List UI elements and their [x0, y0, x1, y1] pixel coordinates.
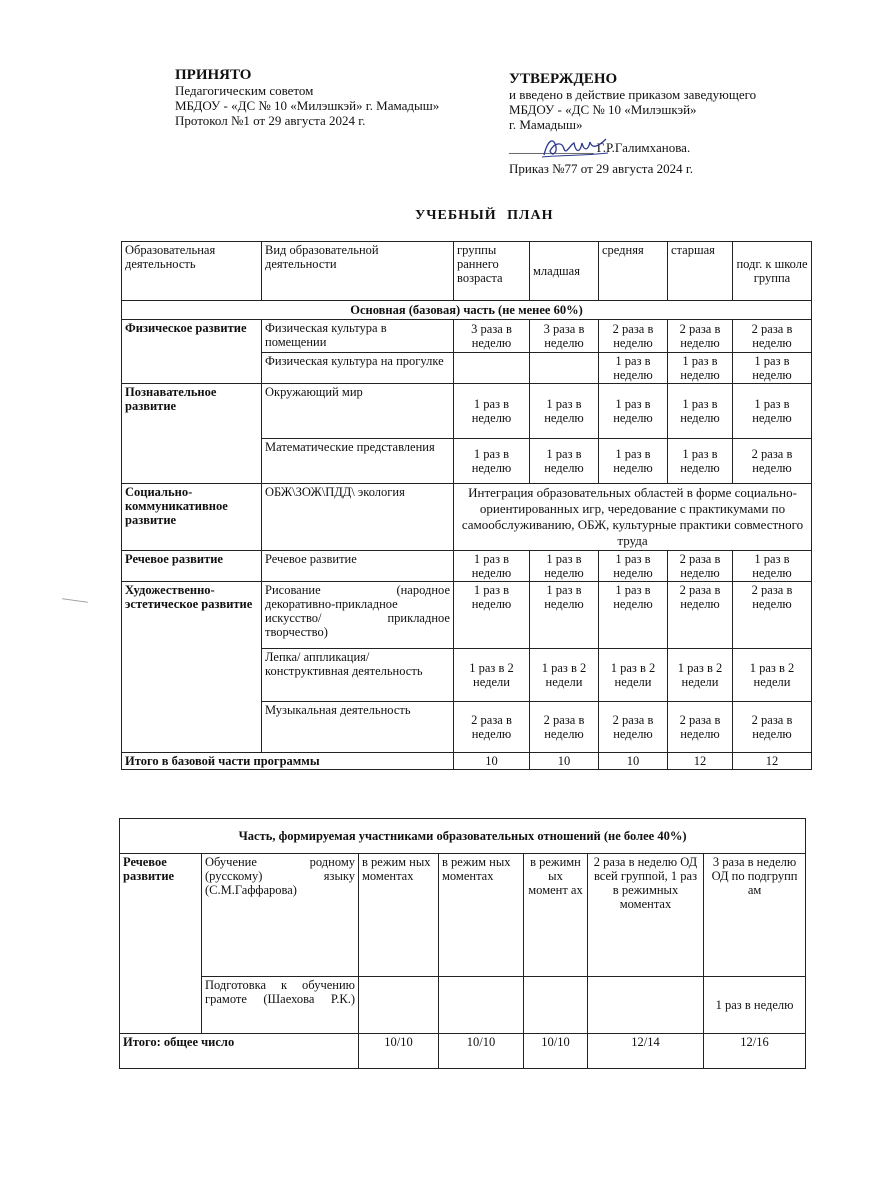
value-cell: 2 раза в неделю [733, 702, 812, 753]
scan-mark [62, 598, 88, 603]
header-cell: группы раннего возраста [454, 242, 530, 301]
value-cell: 1 раз в неделю [704, 977, 806, 1034]
value-cell: 2 раза в неделю [668, 702, 733, 753]
total-label: Итого в базовой части программы [122, 753, 454, 770]
value-cell [439, 977, 524, 1034]
total-value: 10/10 [439, 1034, 524, 1069]
value-cell: 1 раз в неделю [530, 439, 599, 484]
value-cell: 1 раз в неделю [733, 551, 812, 582]
value-cell: 1 раз в 2 недели [454, 649, 530, 702]
total-value: 10 [530, 753, 599, 770]
header-cell: Вид образовательной деятельности [262, 242, 454, 301]
value-cell: 1 раз в неделю [668, 439, 733, 484]
total-value: 12/16 [704, 1034, 806, 1069]
accepted-line2: МБДОУ - «ДС № 10 «Милэшкэй» г. Мамадыш» [175, 98, 440, 113]
total-value: 12 [733, 753, 812, 770]
value-cell: 1 раз в неделю [454, 551, 530, 582]
value-cell: 2 раза в неделю [733, 582, 812, 649]
value-cell: 1 раз в 2 недели [668, 649, 733, 702]
total-row [122, 753, 812, 770]
area-cell: Художественно-эстетическое развитие [122, 582, 262, 753]
variable-plan-table [119, 818, 806, 1069]
value-cell [588, 977, 704, 1034]
value-cell: 1 раз в неделю [454, 384, 530, 439]
area-cell: Социально-коммуникативное развитие [122, 484, 262, 551]
accepted-line1: Педагогическим советом [175, 83, 314, 98]
value-cell [530, 353, 599, 384]
value-cell: 2 раза в неделю [733, 439, 812, 484]
value-cell: в режимн ых момент ах [524, 854, 588, 977]
header-cell: подг. к школе группа [733, 242, 812, 301]
table-row [122, 551, 812, 582]
total-value: 10 [599, 753, 668, 770]
section-title: Часть, формируемая участниками образовательных отношений (не более 40%) [120, 819, 806, 854]
accepted-title: ПРИНЯТО [175, 67, 252, 83]
activity-cell: Подготовка к обучению грамоте (Шаехова Р.К.) [202, 977, 359, 1034]
activity-cell: Лепка/ аппликация/конструктивная деятельность [262, 649, 454, 702]
table-row [122, 320, 812, 353]
value-cell: 1 раз в неделю [454, 439, 530, 484]
value-cell: 2 раза в неделю [454, 702, 530, 753]
activity-cell: Физическая культура в помещении [262, 320, 454, 353]
value-cell: 1 раз в 2 недели [733, 649, 812, 702]
value-cell: 2 раза в неделю [668, 582, 733, 649]
header-cell: младшая [530, 242, 599, 301]
value-cell: 3 раза в неделю [454, 320, 530, 353]
signature-line: _____________ Г.Р.Галимханова. [509, 140, 691, 155]
value-cell: 1 раз в неделю [733, 384, 812, 439]
total-value: 10/10 [524, 1034, 588, 1069]
activity-cell: Рисование (народное декоративно-прикладное искусство/ прикладное творчество) [262, 582, 454, 649]
value-cell: 2 раза в неделю [599, 320, 668, 353]
base-plan-table [121, 241, 812, 770]
total-value: 10 [454, 753, 530, 770]
total-value: 12 [668, 753, 733, 770]
section-title: Основная (базовая) часть (не менее 60%) [122, 301, 812, 320]
approved-order: Приказ №77 от 29 августа 2024 г. [509, 161, 694, 176]
value-cell: 1 раз в неделю [668, 353, 733, 384]
value-cell: 3 раза в неделю [530, 320, 599, 353]
value-cell: 1 раз в неделю [599, 551, 668, 582]
table-header-row [122, 242, 812, 301]
area-cell: Физическое развитие [122, 320, 262, 384]
value-cell: 1 раз в 2 недели [599, 649, 668, 702]
value-cell: 1 раз в неделю [599, 353, 668, 384]
table-row [122, 582, 812, 649]
total-row [120, 1034, 806, 1069]
value-cell: 2 раза в неделю [733, 320, 812, 353]
activity-cell: Физическая культура на прогулке [262, 353, 454, 384]
value-cell: 1 раз в неделю [599, 384, 668, 439]
total-value: 12/14 [588, 1034, 704, 1069]
accepted-block [175, 68, 439, 128]
area-cell: Речевое развитие [120, 854, 202, 1034]
value-cell: в режим ных моментах [359, 854, 439, 977]
total-label: Итого: общее число [120, 1034, 359, 1069]
activity-cell: Музыкальная деятельность [262, 702, 454, 753]
value-cell: 1 раз в неделю [733, 353, 812, 384]
value-cell: 2 раза в неделю [530, 702, 599, 753]
value-cell: 1 раз в неделю [599, 582, 668, 649]
activity-cell: Обучение родному (русскому) языку (С.М.Гаффарова) [202, 854, 359, 977]
activity-cell: Математические представления [262, 439, 454, 484]
approved-line3: г. Мамадыш» [509, 117, 583, 132]
value-cell: 2 раза в неделю [668, 320, 733, 353]
area-cell: Речевое развитие [122, 551, 262, 582]
value-cell: в режим ных моментах [439, 854, 524, 977]
header-cell: Образовательная деятельность [122, 242, 262, 301]
value-cell: 3 раза в неделю ОД по подгрупп ам [704, 854, 806, 977]
value-cell [359, 977, 439, 1034]
value-cell: 1 раз в неделю [530, 582, 599, 649]
value-cell: 1 раз в неделю [599, 439, 668, 484]
value-cell [524, 977, 588, 1034]
activity-cell: Окружающий мир [262, 384, 454, 439]
approved-line2: МБДОУ - «ДС № 10 «Милэшкэй» [509, 102, 697, 117]
value-cell: 2 раза в неделю [599, 702, 668, 753]
value-cell: 1 раз в 2 недели [530, 649, 599, 702]
value-cell [454, 353, 530, 384]
page-title: УЧЕБНЫЙ ПЛАН [415, 208, 554, 223]
table-row [122, 484, 812, 551]
area-cell: Познавательное развитие [122, 384, 262, 484]
header-cell: средняя [599, 242, 668, 301]
merged-cell: Интеграция образовательных областей в форме социально-ориентированных игр, чередование с практикумами по самообслуживанию, ОБЖ, культурные практики совместного труда [454, 484, 812, 551]
value-cell: 2 раза в неделю [668, 551, 733, 582]
value-cell: 1 раз в неделю [454, 582, 530, 649]
activity-cell: Речевое развитие [262, 551, 454, 582]
table-row [120, 854, 806, 977]
approved-title: УТВЕРЖДЕНО [509, 71, 618, 87]
activity-cell: ОБЖ\ЗОЖ\ПДД\ экология [262, 484, 454, 551]
table-row [122, 384, 812, 439]
accepted-line3: Протокол №1 от 29 августа 2024 г. [175, 113, 366, 128]
value-cell: 1 раз в неделю [530, 384, 599, 439]
value-cell: 1 раз в неделю [530, 551, 599, 582]
value-cell: 1 раз в неделю [668, 384, 733, 439]
header-cell: старшая [668, 242, 733, 301]
total-value: 10/10 [359, 1034, 439, 1069]
signature-icon [540, 133, 610, 161]
approved-line1: и введено в действие приказом заведующего [509, 87, 757, 102]
table-row [120, 977, 806, 1034]
value-cell: 2 раза в неделю ОД всей группой, 1 раз в режимных моментах [588, 854, 704, 977]
